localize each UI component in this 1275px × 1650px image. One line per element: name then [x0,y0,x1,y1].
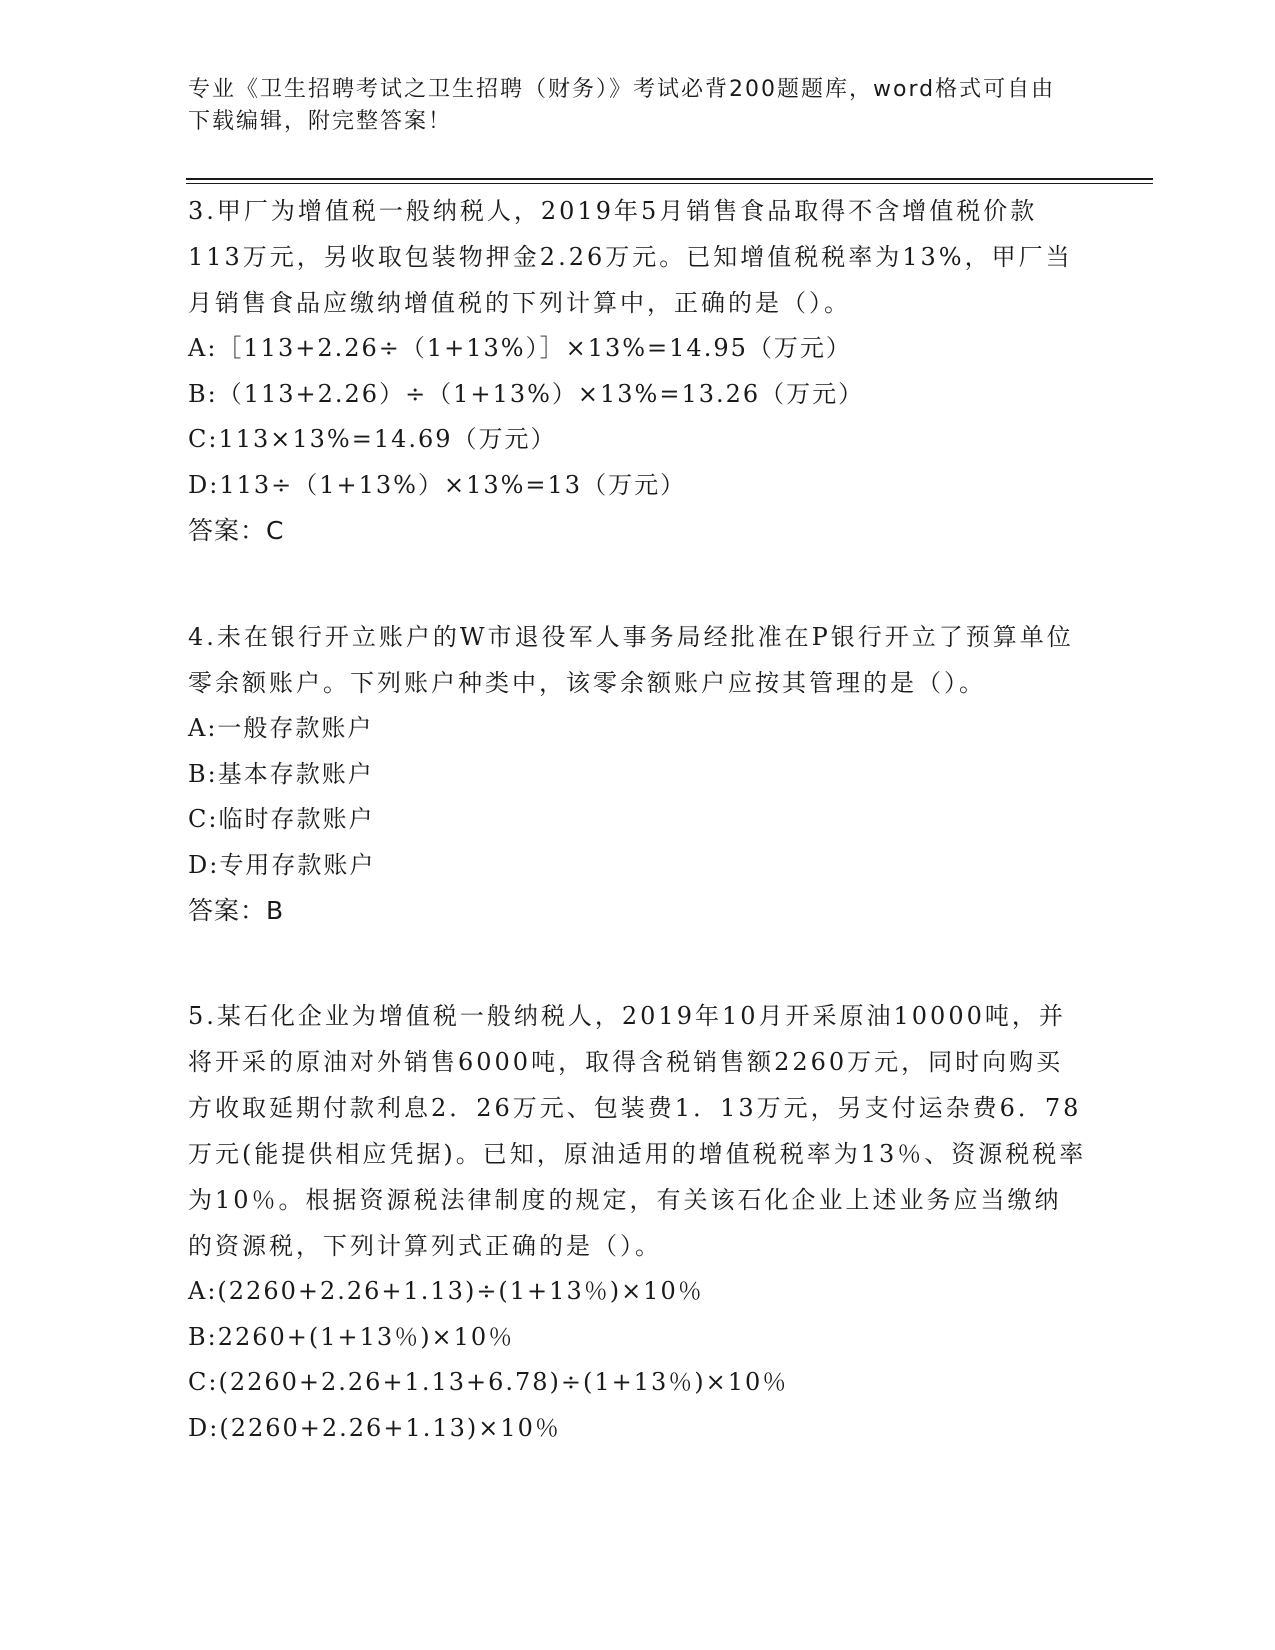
option-d: D:专用存款账户 [188,850,376,879]
question-4 [188,614,1088,934]
option-c: C:临时存款账户 [188,805,375,833]
option-b: B:基本存款账户 [188,759,374,788]
option-b: B:（113+2.26）÷（1+13%）×13%=13.26（万元） [188,379,865,408]
option-c: C:113×13%=14.69（万元） [188,425,557,453]
option-a: A:［113+2.26÷（1+13%）］×13%=14.95（万元） [188,334,852,362]
header-rule-thick [186,178,1153,180]
question-5 [188,993,1088,1451]
header-rule-thin [186,183,1153,184]
question-stem: 3.甲厂为增值税一般纳税人，2019年5月销售食品取得不含增值税价款113万元，另收取包装物押金2.26万元。已知增值税税率为13%，甲厂当月销售食品应缴纳增值税的下列计算中，正确的是（）。 [188,197,1073,317]
option-a: A:(2260+2.26+1.13)÷(1+13％)×10％ [188,1277,704,1305]
answer-label: 答案：B [188,896,285,925]
option-b: B:2260+(1+13％)×10％ [188,1322,515,1351]
option-d: D:113÷（1+13%）×13%=13（万元） [188,470,687,499]
question-stem: 5.某石化企业为增值税一般纳税人，2019年10月开采原油10000吨，并将开采的原油对外销售6000吨，取得含税销售额2260万元，同时向购买方收取延期付款利息2．26万元、包装费1．13万元，另支付运杂费6．78万元(能提供相应凭据)。已知，原油适用的增值税税率为13％、资源税税率为10％。根据资源税法律制度的规定，有关该石化企业上述业务应当缴纳的资源税，下列计算列式正确的是（）。 [188,1002,1087,1260]
question-stem: 4.未在银行开立账户的W市退役军人事务局经批准在P银行开立了预算单位零余额账户。下列账户种类中，该零余额账户应按其管理的是（）。 [188,623,1074,697]
question-3 [188,188,1088,554]
option-d: D:(2260+2.26+1.13)×10％ [188,1413,561,1442]
question-list [188,188,1088,1451]
option-c: C:(2260+2.26+1.13+6.78)÷(1+13％)×10％ [188,1368,789,1396]
option-a: A:一般存款账户 [188,714,374,742]
page-header: 专业《卫生招聘考试之卫生招聘（财务）》考试必背200题题库，word格式可自由下载编辑，附完整答案！ [188,77,1056,134]
answer-label: 答案：C [188,516,285,545]
